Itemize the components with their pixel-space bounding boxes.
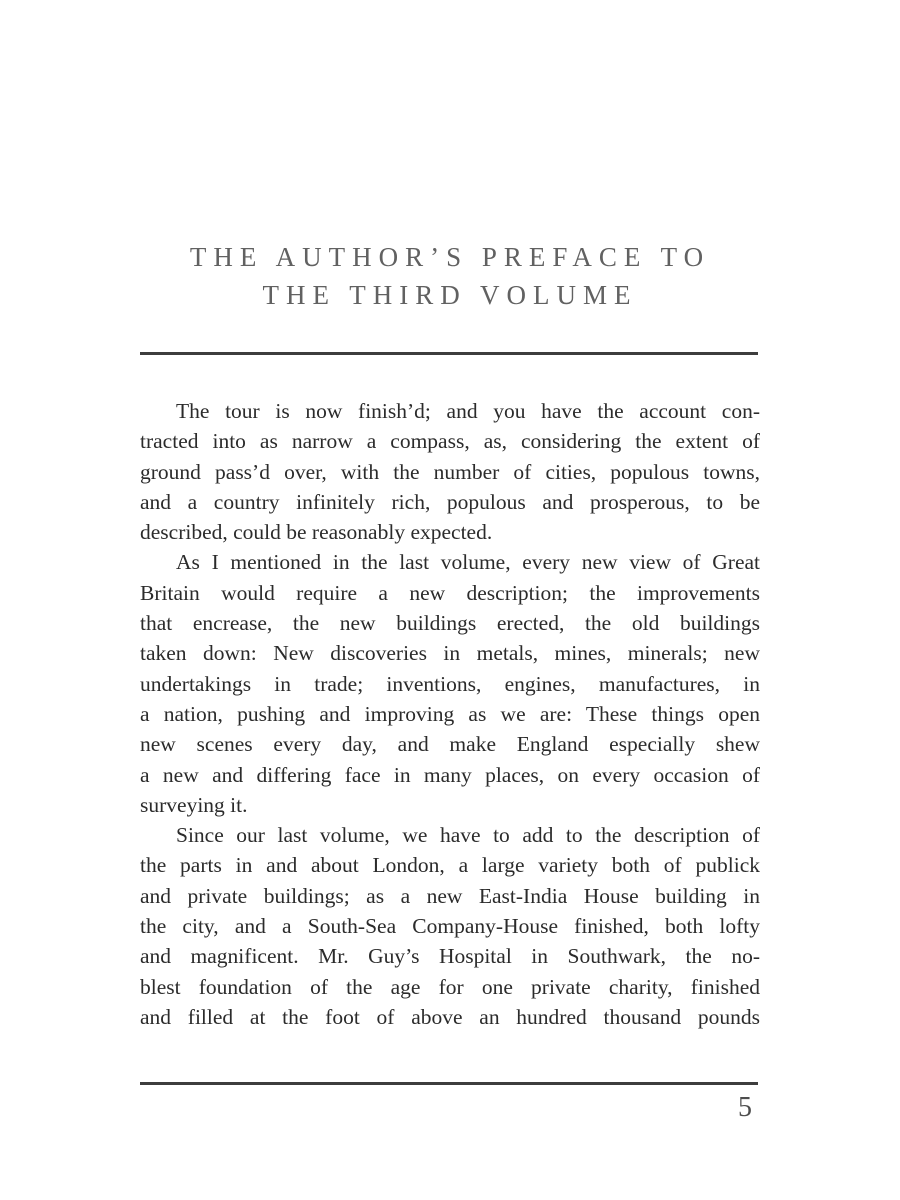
text-line: the parts in and about London, a large variety both of publick (140, 853, 760, 878)
top-rule (140, 352, 758, 355)
text-line: that encrease, the new buildings erected, the old buildings (140, 611, 760, 636)
text-line: and filled at the foot of above an hundred thousand pounds (140, 1004, 760, 1029)
text-line: tracted into as narrow a compass, as, considering the extent of (140, 429, 760, 454)
paragraph (140, 820, 760, 1032)
text-line: surveying it. (140, 792, 248, 817)
text-line: a new and differing face in many places, on every occasion of (140, 762, 760, 787)
page-number: 5 (738, 1092, 752, 1123)
body-text (140, 396, 760, 1032)
text-line: As I mentioned in the last volume, every new view of Great (176, 550, 760, 575)
text-line: a nation, pushing and improving as we are: These things open (140, 701, 760, 726)
text-line: Since our last volume, we have to add to the description of (176, 823, 760, 848)
text-line: and a country infinitely rich, populous and prosperous, to be (140, 489, 760, 514)
paragraph (140, 547, 760, 820)
text-line: ground pass’d over, with the number of cities, populous towns, (140, 459, 760, 484)
text-line: Britain would require a new description; the improvements (140, 580, 760, 605)
text-line: taken down: New discoveries in metals, mines, minerals; new (140, 641, 760, 666)
text-line: The tour is now finish’d; and you have the account con- (176, 399, 760, 423)
text-line: and private buildings; as a new East-India House building in (140, 883, 760, 908)
text-line: and magnificent. Mr. Guy’s Hospital in Southwark, the no- (140, 944, 760, 969)
paragraph (140, 396, 760, 547)
chapter-title-line-2: THE THIRD VOLUME (262, 280, 638, 310)
chapter-title (0, 238, 900, 314)
text-line: described, could be reasonably expected. (140, 520, 493, 545)
chapter-title-line-1: THE AUTHOR’S PREFACE TO (189, 242, 711, 272)
text-line: undertakings in trade; inventions, engines, manufactures, in (140, 671, 760, 696)
text-line: the city, and a South-Sea Company-House finished, both lofty (140, 914, 760, 939)
text-line: new scenes every day, and make England especially shew (140, 732, 760, 757)
bottom-rule (140, 1082, 758, 1085)
text-line: blest foundation of the age for one private charity, finished (140, 974, 760, 999)
